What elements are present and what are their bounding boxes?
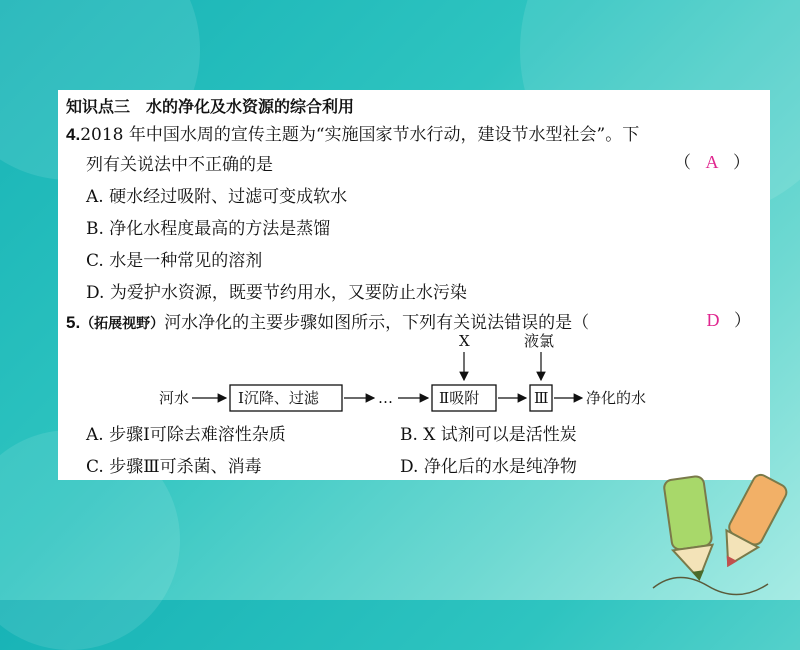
q5-option-d: D. 净化后的水是纯净物 <box>400 457 577 477</box>
flow-start-label: 河水 <box>159 389 190 407</box>
q5-tag: （拓展视野） <box>80 316 165 332</box>
flow-end-label: 净化的水 <box>586 389 647 407</box>
question-card <box>58 90 770 480</box>
q4-option-a: A. 硬水经过吸附、过滤可变成软水 <box>86 187 348 207</box>
green-pencil-icon <box>663 475 717 584</box>
q5-answer: D <box>706 310 720 330</box>
flow-step3-label: Ⅲ <box>534 389 549 407</box>
reagent-x-label: X <box>459 332 470 350</box>
flow-dots: … <box>378 389 393 407</box>
q4-answer-bracket: （ A ） <box>674 152 750 173</box>
q4-stem-line1: 4.2018 年中国水周的宣传主题为“实施国家节水行动，建设节水型社会”。下 <box>66 125 640 145</box>
q4-number: 4. <box>66 125 81 144</box>
scribble-line <box>653 577 768 594</box>
q4-option-b: B. 净化水程度最高的方法是蒸馏 <box>86 219 331 239</box>
q5-option-b: B. X 试剂可以是活性炭 <box>400 425 577 445</box>
q5-stem: 5.（拓展视野）河水净化的主要步骤如图所示，下列有关说法错误的是（ <box>66 313 590 333</box>
orange-pencil-icon <box>711 472 789 575</box>
q4-option-d: D. 为爱护水资源，既要节约用水，又要防止水污染 <box>86 283 467 303</box>
q5-option-c: C. 步骤Ⅲ可杀菌、消毒 <box>86 457 262 477</box>
reagent-cl-label: 液氯 <box>524 332 555 350</box>
section-title: 知识点三 水的净化及水资源的综合利用 <box>66 97 355 116</box>
pencils-decoration <box>648 468 798 598</box>
q4-stem-line2: 列有关说法中不正确的是 <box>86 155 273 175</box>
q5-number: 5. <box>66 313 81 332</box>
q5-option-a: A. 步骤Ⅰ可除去难溶性杂质 <box>86 425 286 445</box>
q5-answer-bracket: D ） <box>692 306 751 331</box>
q4-option-c: C. 水是一种常见的溶剂 <box>86 251 263 271</box>
q4-answer: A <box>705 152 719 172</box>
flow-step2-label: Ⅱ吸附 <box>439 389 480 407</box>
flow-step1-label: Ⅰ沉降、过滤 <box>238 389 319 407</box>
